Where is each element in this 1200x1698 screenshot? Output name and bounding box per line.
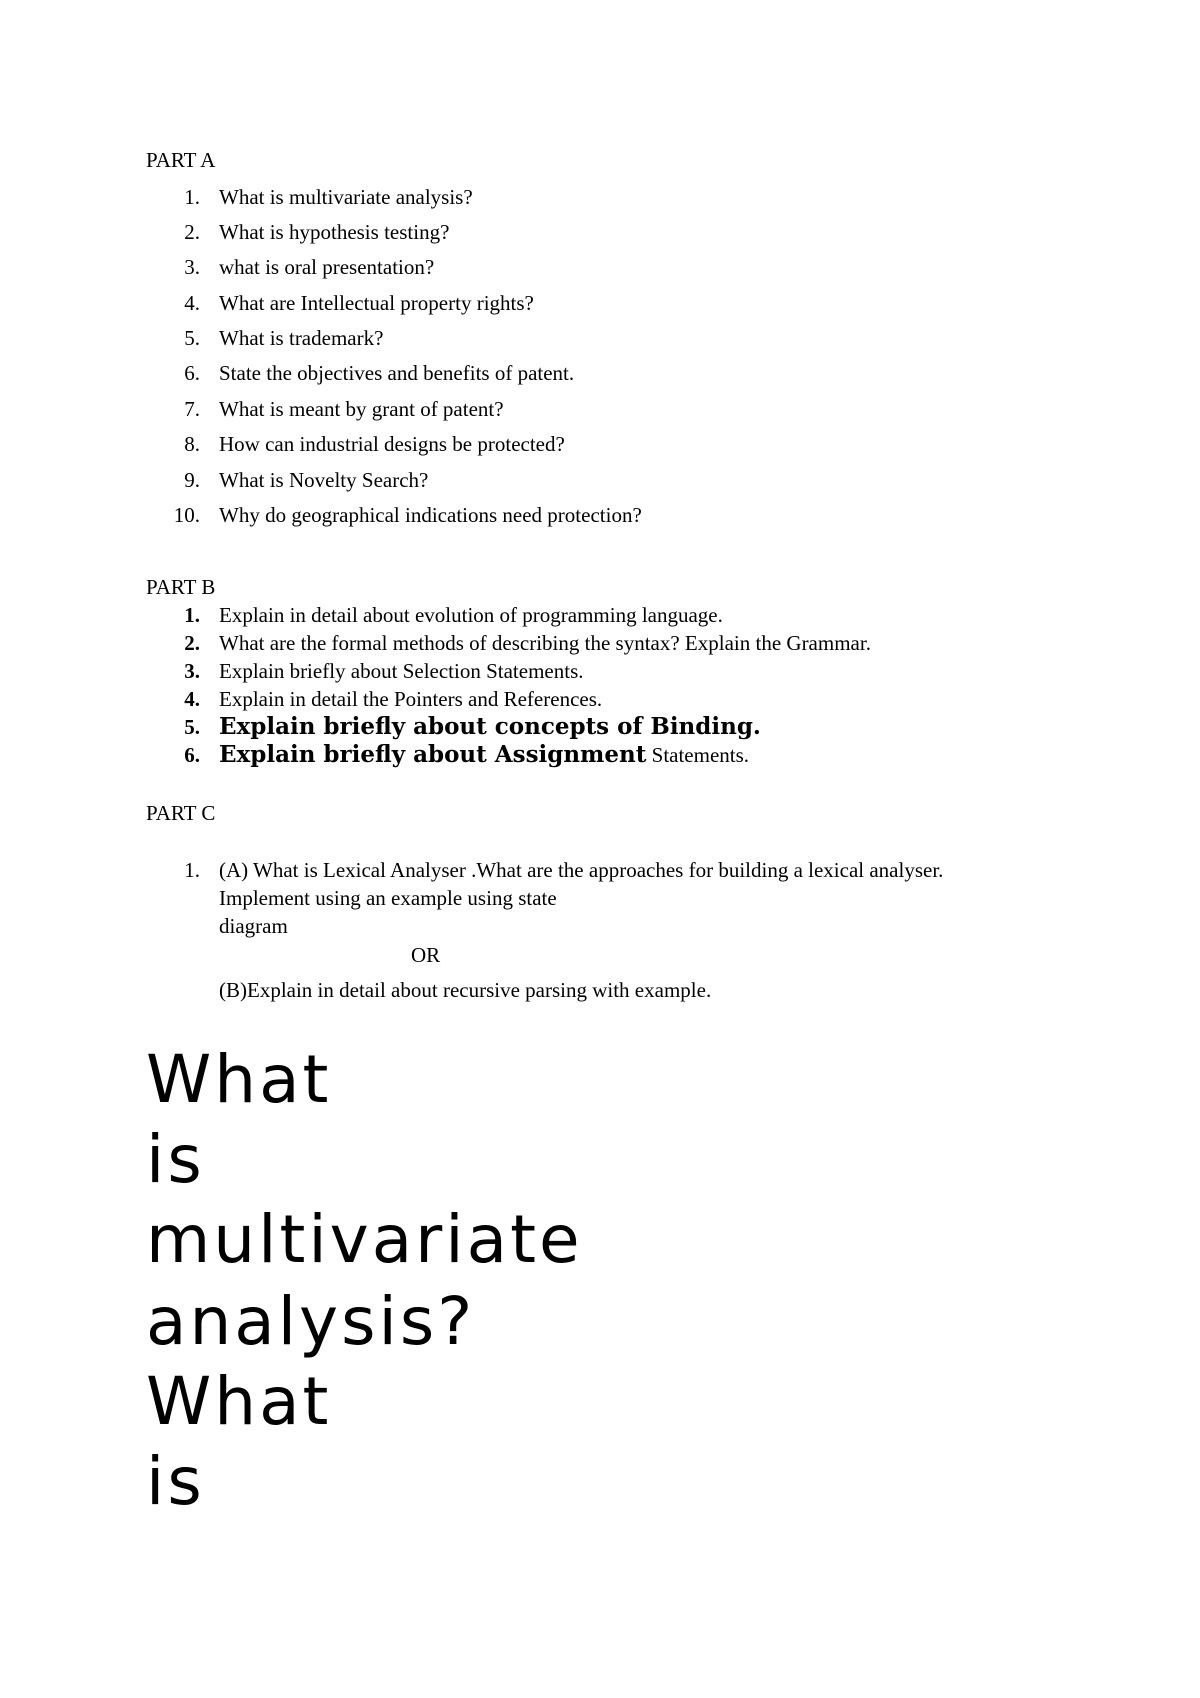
question-text: Explain briefly about concepts of Binding. — [219, 713, 761, 740]
item-number: 6. — [184, 361, 200, 385]
question-text: What is trademark? — [219, 326, 384, 350]
item-number: 5. — [184, 326, 200, 350]
question-text: What is Novelty Search? — [219, 468, 429, 492]
item-number: 7. — [184, 397, 200, 421]
item-number: 1. — [184, 185, 200, 209]
question-text: What is hypothesis testing? — [219, 220, 450, 244]
item-number: 2. — [184, 220, 200, 244]
question-text-plain: Statements. — [646, 743, 750, 767]
large-text-line: is — [146, 1443, 205, 1520]
item-number: 6. — [184, 743, 200, 767]
question-text-continued: diagram — [219, 914, 288, 938]
item-number: 5. — [184, 715, 200, 739]
question-text: (A) What is Lexical Analyser .What are the approaches for building a lexical analyser. — [219, 858, 944, 882]
question-text: What are Intellectual property rights? — [219, 291, 534, 315]
item-number: 3. — [184, 255, 200, 279]
item-number: 1. — [184, 858, 200, 882]
large-text-line: is — [146, 1121, 205, 1198]
item-number: 4. — [184, 687, 200, 711]
question-text: what is oral presentation? — [219, 255, 435, 279]
item-number: 3. — [184, 659, 200, 683]
question-text: How can industrial designs be protected? — [219, 432, 565, 456]
large-text-line: analysis? — [146, 1283, 476, 1360]
question-text-option-b: (B)Explain in detail about recursive parsing with example. — [219, 978, 712, 1002]
large-text-line: What — [146, 1041, 332, 1118]
question-text: Explain in detail the Pointers and References. — [219, 687, 603, 711]
question-text: What are the formal methods of describing the syntax? Explain the Grammar. — [219, 631, 871, 655]
question-text-bold: Explain briefly about Assignment — [219, 741, 647, 768]
item-number: 4. — [184, 291, 200, 315]
item-number: 1. — [184, 603, 200, 627]
part-a-heading: PART A — [146, 148, 216, 172]
item-number: 2. — [184, 631, 200, 655]
large-text-line: What — [146, 1363, 332, 1440]
part-b-heading: PART B — [146, 575, 216, 599]
question-text: What is multivariate analysis? — [219, 185, 473, 209]
or-separator: OR — [411, 943, 441, 967]
question-text: Why do geographical indications need protection? — [219, 503, 642, 527]
question-text: State the objectives and benefits of patent. — [219, 361, 575, 385]
question-text — [219, 742, 749, 768]
large-text-line: multivariate — [146, 1201, 583, 1278]
item-number: 9. — [184, 468, 200, 492]
question-text: What is meant by grant of patent? — [219, 397, 504, 421]
item-number: 10. — [173, 503, 200, 527]
part-c-heading: PART C — [146, 801, 216, 825]
question-text-continued: Implement using an example using state — [219, 886, 557, 910]
item-number: 8. — [184, 432, 200, 456]
question-text: Explain briefly about Selection Statements. — [219, 659, 584, 683]
question-text: Explain in detail about evolution of programming language. — [219, 603, 723, 627]
